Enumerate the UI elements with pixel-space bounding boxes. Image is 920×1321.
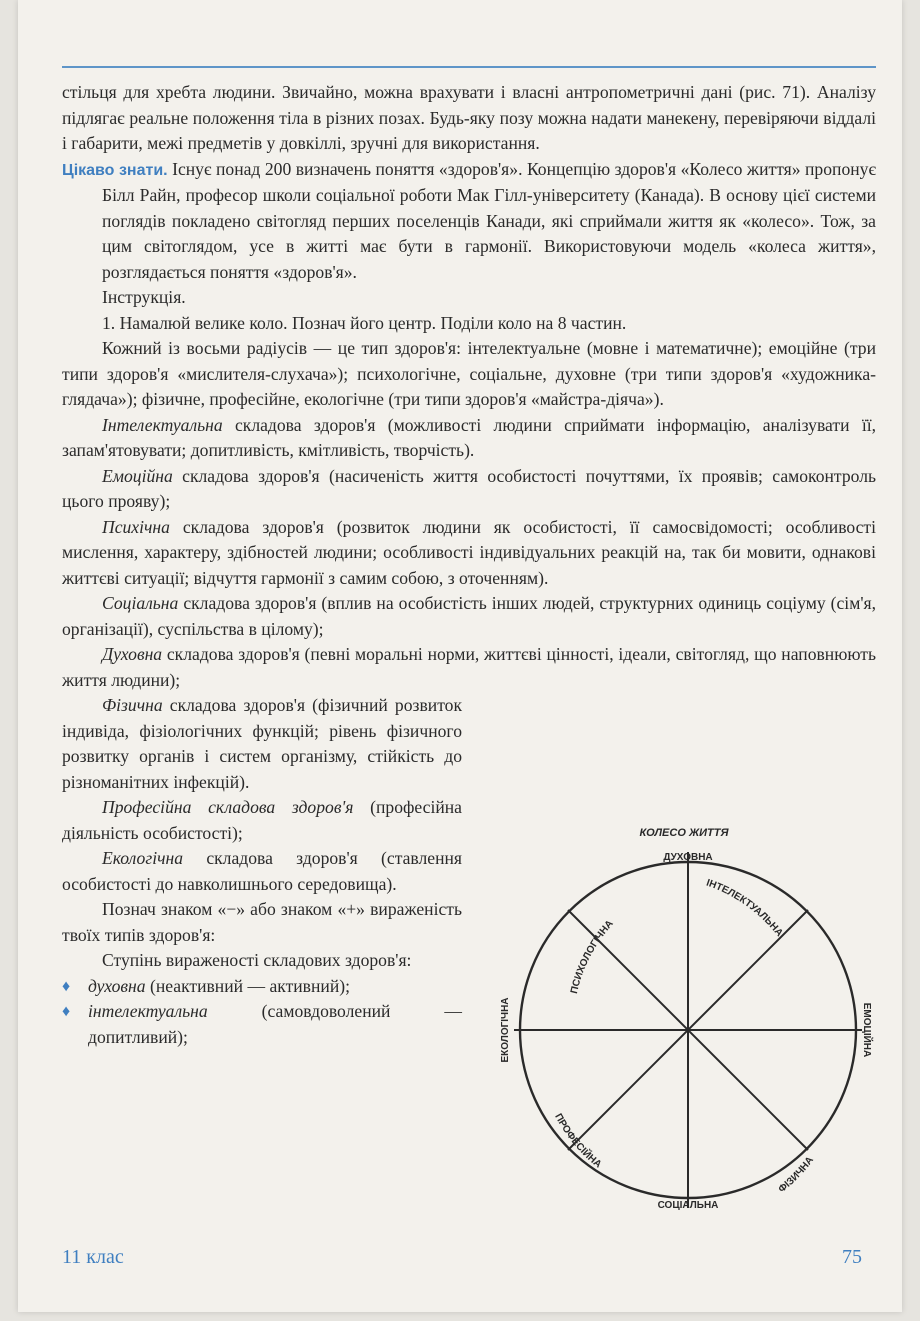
definition: складова здоров'я (певні моральні норми, життєві цінності, ідеали, світогляд, що наповнюють життя людини); xyxy=(62,644,876,690)
paragraph-social xyxy=(62,591,876,642)
paragraph-emotional xyxy=(62,464,876,515)
term: Духовна xyxy=(102,644,163,664)
term: Інтелектуальна xyxy=(102,414,223,435)
term: Фізична xyxy=(102,695,163,715)
definition: складова здоров'я (фізичний розвиток індивіда, фізіологічних функцій; рівень фізичного розвитку органів і систем організму, стійкість до різноманітних інфекцій). xyxy=(62,695,462,792)
paragraph-professional xyxy=(62,795,462,846)
term: Емоційна xyxy=(102,465,173,486)
label-social: СОЦІАЛЬНА xyxy=(657,1200,719,1211)
term: Екологічна xyxy=(102,848,184,868)
step-1: 1. Намалюй велике коло. Познач його центр. Поділи коло на 8 частин. xyxy=(102,312,627,333)
paragraph-mark: Познач знаком «−» або знаком «+» вираженість твоїх типів здоров'я: xyxy=(62,899,462,945)
definition: (професійна діяльність особистості); xyxy=(62,797,462,843)
paragraph: стільця для хребта людини. Звичайно, можна врахувати і власні антропометричні дані (рис. 71). Аналізу підлягає реальне положення тіла в різних позах. Будь-яку позу можна надати манекену, перевіряючи віддалі і габарити, межі предметів у довкіллі, зручні для використання. xyxy=(62,82,876,153)
definition: складова здоров'я (можливості людини сприймати інформацію, аналізувати її, запам'ятовувати; допитливість, кмітливість, творчість). xyxy=(62,414,876,460)
book-page xyxy=(18,0,902,1312)
definition: (самовдоволений — допитливий); xyxy=(88,1001,462,1047)
header-rule xyxy=(62,66,876,68)
paragraph-psychic xyxy=(62,515,876,592)
term: Професійна складова здоров'я xyxy=(102,797,354,817)
page-number: 75 xyxy=(842,1246,862,1268)
label-intellectual: ІНТЕЛЕКТУАЛЬНА xyxy=(704,877,785,939)
left-column xyxy=(62,693,462,1050)
term: Соціальна xyxy=(102,593,179,613)
diamond-bullet-icon: ♦ xyxy=(62,1003,71,1020)
instruction-label: Інструкція. xyxy=(102,287,186,307)
paragraph-spiritual xyxy=(62,642,876,693)
paragraph-intellectual xyxy=(62,413,876,464)
term: Психічна xyxy=(102,516,170,537)
term: духовна xyxy=(88,975,146,996)
paragraph-degree: Ступінь вираженості складових здоров'я: xyxy=(102,950,412,970)
grade-label: 11 клас xyxy=(62,1246,124,1268)
label-psychological: ПСИХОЛОГІЧНА xyxy=(568,918,616,995)
definition: (неактивний — активний); xyxy=(145,975,350,996)
label-physical: ФІЗИЧНА xyxy=(776,1154,817,1196)
definition: складова здоров'я (розвиток людини як особистості, її самосвідомості; особливості мислення, характеру, здібностей людини; особливості індивідуальних реакцій на, так би мовити, однакові життєві ситуації; відчуття гармонії з самим собою, з оточенням). xyxy=(62,516,876,588)
wheel-of-life-diagram xyxy=(488,810,888,1230)
paragraph-radii: Кожний із восьми радіусів — це тип здоров'я: інтелектуальне (мовне і математичне); емоційне (три типи здоров'я «мислителя-слухача»); психологічне, соціальне, духовне (три типи здоров'я «художника-глядача»); фізичне, професійне, екологічне (три типи здоров'я «майстра-діяча»). xyxy=(62,338,876,409)
bullet-item xyxy=(62,974,462,1000)
definition: складова здоров'я (вплив на особистість інших людей, структурних одиниць соціуму (сім'я, організації), суспільства в цілому); xyxy=(62,593,876,639)
cikavo-label: Цікаво знати. xyxy=(62,161,168,179)
label-ecological: ЕКОЛОГІЧНА xyxy=(500,997,511,1063)
label-emotional: ЕМОЦІЙНА xyxy=(861,1002,872,1058)
paragraph-ecological xyxy=(62,846,462,897)
label-professional: ПРОФЕСІЙНА xyxy=(552,1111,604,1171)
cikavo-block xyxy=(62,157,876,286)
definition: складова здоров'я (ставлення особистості до навколишнього середовища). xyxy=(62,848,462,894)
wheel-title: КОЛЕСО ЖИТТЯ xyxy=(639,827,729,839)
cikavo-text: Існує понад 200 визначень поняття «здоров'я». Концепцію здоров'я «Колесо життя» пропонує Білл Райн, професор школи соціальної роботи Мак Гілл-університету (Канада). В основу цієї системи поглядів покладено світогляд перших поселенців Канади, які сприймали життя як «колесо». Тож, за цим світоглядом, усе в житті має бути в гармонії. Використовуючи модель «колеса життя», розглядається поняття «здоров'я». xyxy=(102,158,877,282)
bullet-item xyxy=(62,999,462,1050)
diamond-bullet-icon: ♦ xyxy=(62,977,71,995)
paragraph-physical xyxy=(62,693,462,795)
term: інтелектуальна xyxy=(88,1001,208,1021)
definition: складова здоров'я (насиченість життя особистості почуттями, їх проявів; самоконтроль цього прояву); xyxy=(62,465,876,511)
label-spiritual: ДУХОВНА xyxy=(663,852,713,863)
